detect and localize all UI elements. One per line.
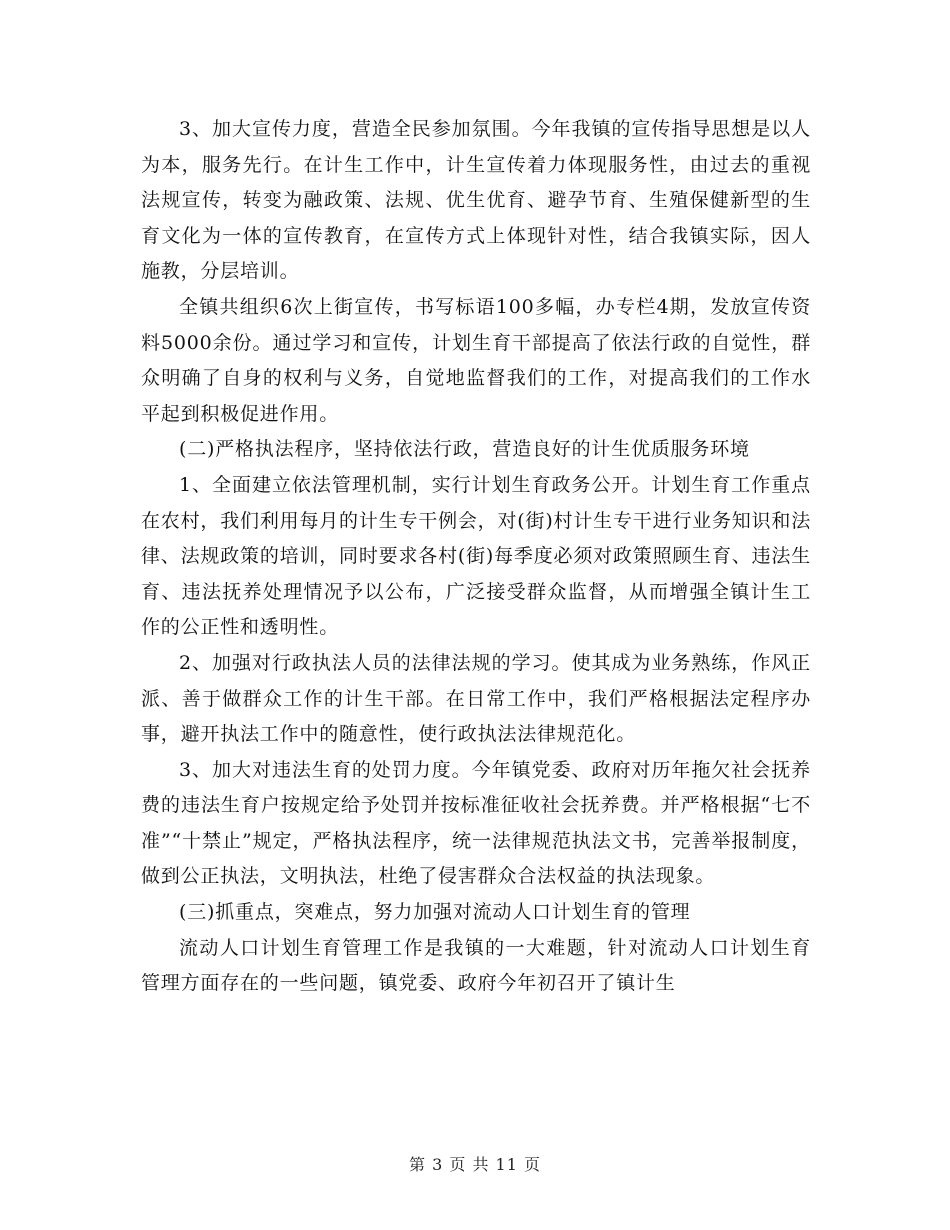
page-number-footer: 第 3 页 共 11 页 [409, 1155, 541, 1174]
paragraph-publicity: 3、加大宣传力度，营造全民参加氛围。今年我镇的宣传指导思想是以人为本，服务先行。在计生工作中，计生宣传着力体现服务性，由过去的重视法规宣传，转变为融政策、法规、优生优育、避孕节育、生殖保健新型的生育文化为一体的宣传教育，在宣传方式上体现针对性，结合我镇实际，因人施教，分层培训。 [141, 118, 811, 283]
section-heading-law-enforcement: (二)严格执法程序，坚持依法行政，营造良好的计生优质服务环境 [179, 438, 750, 461]
paragraph-floating-population: 流动人口计划生育管理工作是我镇的一大难题，针对流动人口计划生育管理方面存在的一些问题，镇党委、政府今年初召开了镇计生 [141, 936, 811, 995]
paragraph-management-mechanism: 1、全面建立依法管理机制，实行计划生育政务公开。计划生育工作重点在农村，我们利用每月的计生专干例会，对(街)村计生专干进行业务知识和法律、法规政策的培训，同时要求各村(街)每季度必须对政策照顾生育、违法生育、违法抚养处理情况予以公布，广泛接受群众监督，从而增强全镇计生工作的公正性和透明性。 [141, 473, 811, 639]
document-body [141, 112, 811, 1002]
paragraph-publicity-stats: 全镇共组织6次上街宣传，书写标语100多幅，办专栏4期，发放宣传资料5000余份。通过学习和宣传，计划生育干部提高了依法行政的自觉性，群众明确了自身的权利与义务，自觉地监督我们的工作，对提高我们的工作水平起到积极促进作用。 [141, 295, 811, 425]
paragraph-penalties: 3、加大对违法生育的处罚力度。今年镇党委、政府对历年拖欠社会抚养费的违法生育户按规定给予处罚并按标准征收社会抚养费。并严格根据“七不准”“十禁止”规定，严格执法程序，统一法律规范执法文书，完善举报制度，做到公正执法，文明执法，杜绝了侵害群众合法权益的执法现象。 [141, 758, 811, 888]
section-heading-floating-population: (三)抓重点，突难点，努力加强对流动人口计划生育的管理 [179, 901, 691, 924]
paragraph-staff-training: 2、加强对行政执法人员的法律法规的学习。使其成为业务熟练，作风正派、善于做群众工作的计生干部。在日常工作中，我们严格根据法定程序办事，避开执法工作中的随意性，使行政执法法律规范化。 [141, 651, 811, 746]
